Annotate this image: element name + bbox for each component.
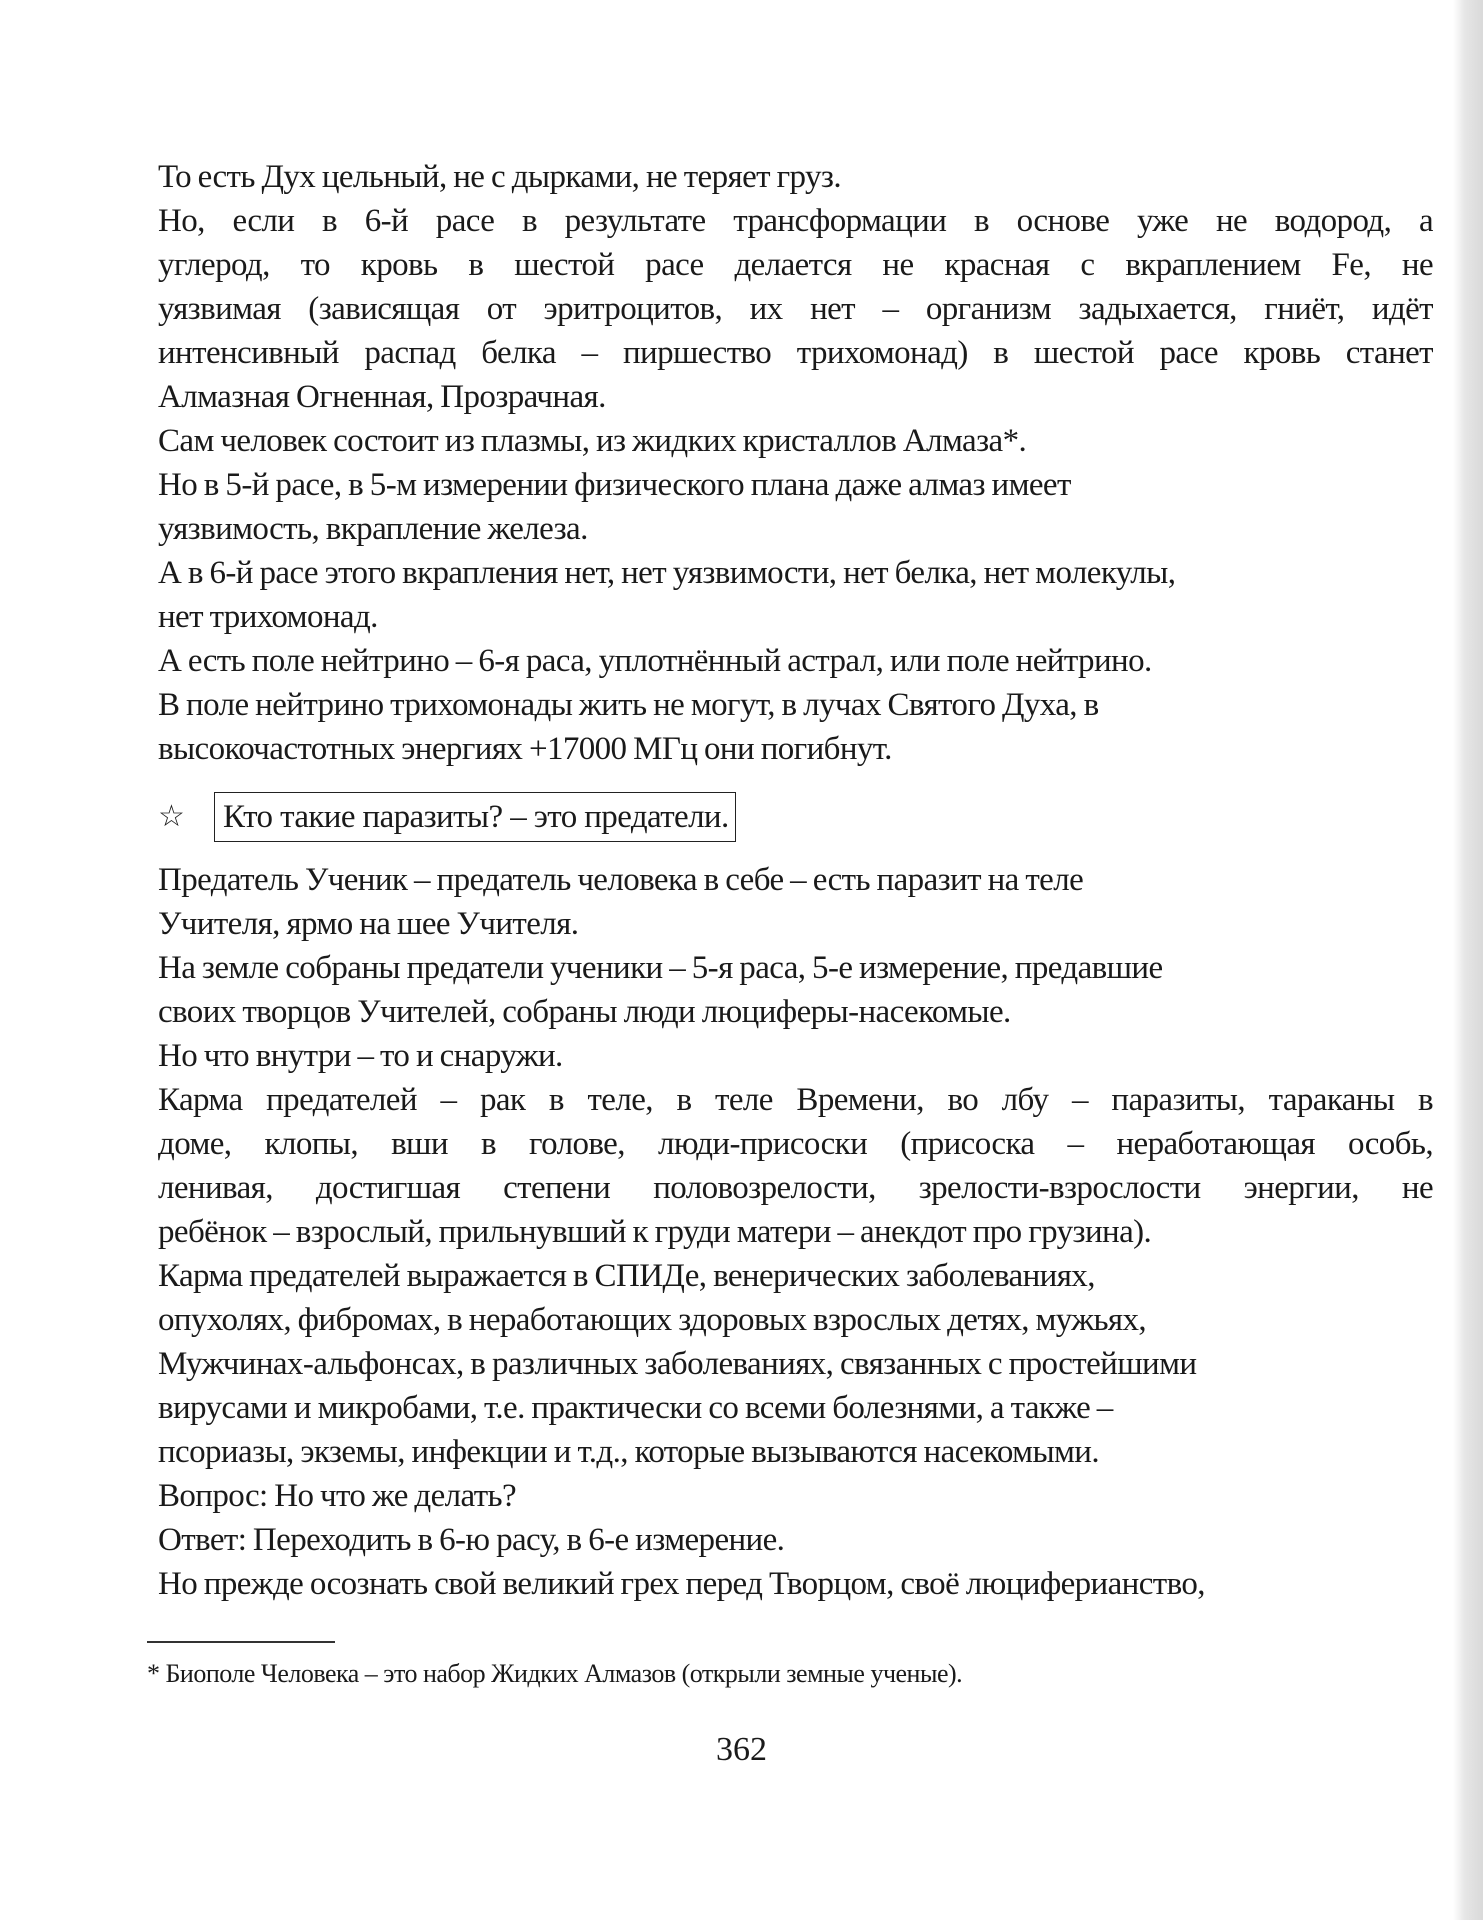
text-line: нет трихомонад. [158,599,378,635]
text-line: Карма предателей – рак в теле, в теле Времени, во лбу – паразиты, тараканы в [158,1082,1433,1118]
star-icon: ☆ [158,800,185,833]
text-line: Но, если в 6-й расе в результате трансформации в основе уже не водород, а [158,203,1433,239]
text-line: Учителя, ярмо на шее Учителя. [158,906,579,942]
text-line: уязвимая (зависящая от эритроцитов, их нет – организм задыхается, гниёт, идёт [158,291,1433,327]
text-line: вирусами и микробами, т.е. практически со всеми болезнями, а также – [158,1390,1113,1426]
text-line: ребёнок – взрослый, прильнувший к груди матери – анекдот про грузина). [158,1214,1152,1250]
text-line: То есть Дух цельный, не с дырками, не теряет груз. [158,159,841,195]
footnote-divider [147,1641,335,1643]
paragraph-1 [158,155,1433,771]
text-line: Сам человек состоит из плазмы, из жидких кристаллов Алмаза*. [158,423,1027,459]
text-line: А есть поле нейтрино – 6-я раса, уплотнённый астрал, или поле нейтрино. [158,643,1152,679]
text-line: А в 6-й расе этого вкрапления нет, нет уязвимости, нет белка, нет молекулы, [158,555,1176,591]
text-line: доме, клопы, вши в голове, люди-присоски (присоска – неработающая особь, [158,1126,1433,1162]
text-line: Вопрос: Но что же делать? [158,1478,517,1514]
text-line: Но прежде осознать свой великий грех перед Творцом, своё люциферианство, [158,1566,1205,1602]
page-edge-shadow [1453,0,1483,1920]
text-line: псориазы, экземы, инфекции и т.д., которые вызываются насекомыми. [158,1434,1100,1470]
heading-text: Кто такие паразиты? – это предатели. [214,792,736,842]
text-line: Алмазная Огненная, Прозрачная. [158,379,606,415]
text-line: своих творцов Учителей, собраны люди люциферы-насекомые. [158,994,1011,1030]
text-line: ленивая, достигшая степени половозрелости, зрелости-взрослости энергии, не [158,1170,1433,1206]
text-line: Мужчинах-альфонсах, в различных заболеваниях, связанных с простейшими [158,1346,1197,1382]
text-line: Ответ: Переходить в 6-ю расу, в 6-е измерение. [158,1522,785,1558]
text-line: Но что внутри – то и снаружи. [158,1038,563,1074]
text-line: интенсивный распад белка – пиршество трихомонад) в шестой расе кровь станет [158,335,1433,371]
text-line: Предатель Ученик – предатель человека в себе – есть паразит на теле [158,862,1084,898]
boxed-heading [158,792,736,842]
text-line: На земле собраны предатели ученики – 5-я раса, 5-е измерение, предавшие [158,950,1163,986]
paragraph-2 [158,858,1433,1606]
page-number: 362 [716,1731,767,1768]
text-line: В поле нейтрино трихомонады жить не могут, в лучах Святого Духа, в [158,687,1099,723]
text-line: углерод, то кровь в шестой расе делается не красная с вкраплением Fe, не [158,247,1433,283]
footnote: * Биополе Человека – это набор Жидких Алмазов (открыли земные ученые). [147,1659,963,1688]
text-line: опухолях, фибромах, в неработающих здоровых взрослых детях, мужьях, [158,1302,1147,1338]
text-line: Но в 5-й расе, в 5-м измерении физического плана даже алмаз имеет [158,467,1071,503]
text-line: Карма предателей выражается в СПИДе, венерических заболеваниях, [158,1258,1095,1294]
text-line: уязвимость, вкрапление железа. [158,511,588,547]
text-line: высокочастотных энергиях +17000 МГц они погибнут. [158,731,892,767]
